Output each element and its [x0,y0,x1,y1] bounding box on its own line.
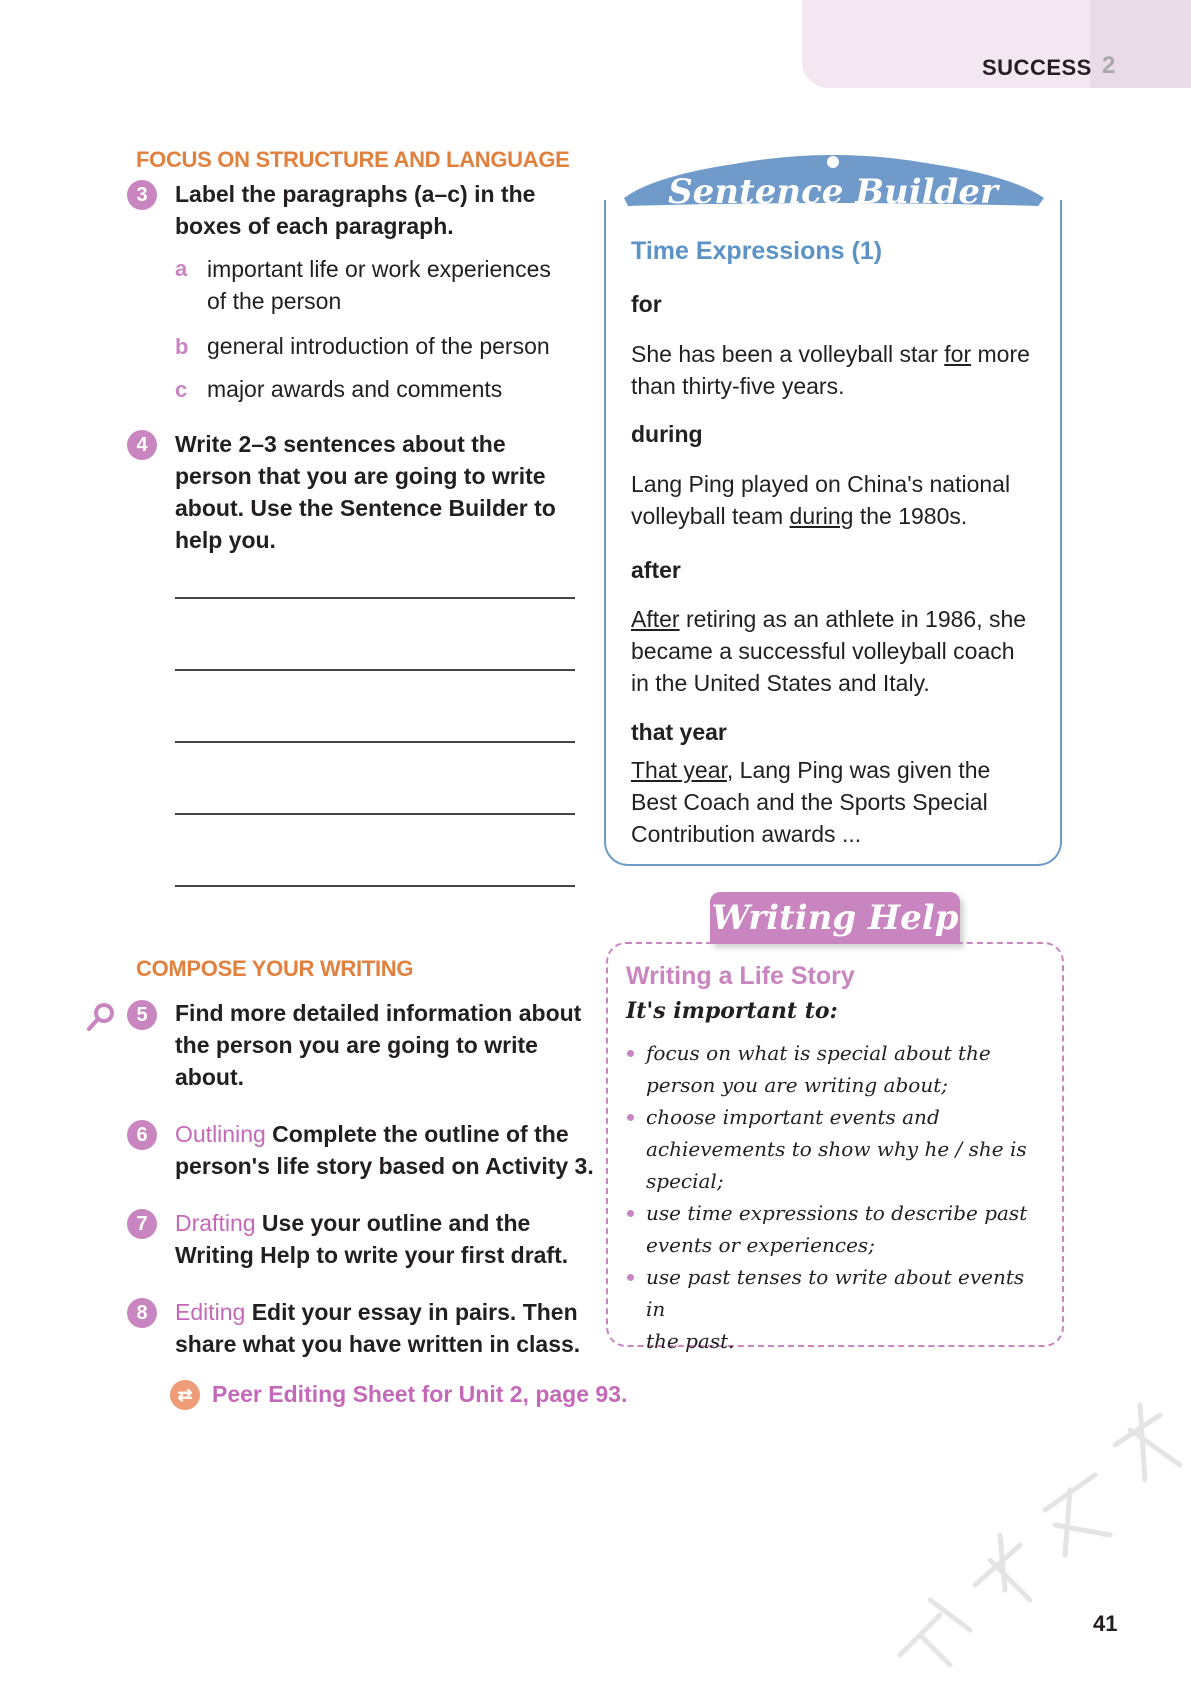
writing-help-item-1: focus on what is special about the person you are writing about; [646,1041,991,1097]
writing-help-item-2: choose important events and achievements to show why he / she is special; [646,1105,1027,1193]
writing-help-intro: It's important to: [626,998,838,1024]
sb-example-that-year: That year, Lang Ping was given the Best Coach and the Sports Special Contribution awards ... [631,757,991,847]
activity-4-number: 4 [127,430,157,460]
search-research-icon [86,1000,118,1032]
sb-head-that-year: that year [631,719,727,745]
sb-example-after: After retiring as an athlete in 1986, she became a successful volleyball coach in the United States and Italy. [631,606,1027,696]
sb-head-after: after [631,557,681,583]
activity-7-number: 7 [127,1209,157,1239]
activity-6-number: 6 [127,1120,157,1150]
bullet-1 [627,1050,634,1057]
activity-5-number: 5 [127,1000,157,1030]
writing-line-3[interactable] [175,741,575,743]
peer-editing-icon: ⇄ [170,1380,200,1410]
writing-line-2[interactable] [175,669,575,671]
activity-4-instruction: Write 2–3 sentences about the person that you are going to write about. Use the Sentence Builder to help you. [175,431,556,553]
activity-8-instruction: Editing Edit your essay in pairs. Then share what you have written in class. [175,1299,581,1357]
unit-number: 2 [1102,52,1116,79]
writing-line-5[interactable] [175,885,575,887]
writing-help-item-4: use past tenses to write about events in the past. [646,1265,1025,1353]
activity-5-instruction: Find more detailed information about the person you are going to write about. [175,1000,582,1090]
activity-3-number: 3 [127,180,157,210]
bullet-3 [627,1210,634,1217]
sb-example-for: She has been a volleyball star for more than thirty-five years. [631,341,1030,399]
sb-head-for: for [631,291,662,317]
option-a-text: important life or work experiences of the person [207,256,551,314]
editing-label: Editing [175,1299,246,1325]
activity-8-number: 8 [127,1298,157,1328]
outlining-label: Outlining [175,1121,266,1147]
activity-7-instruction: Drafting Use your outline and the Writing Help to write your first draft. [175,1210,569,1268]
activity-6-instruction: Outlining Complete the outline of the person's life story based on Activity 3. [175,1121,594,1179]
page-number: 41 [1093,1611,1118,1636]
option-a-letter: a [175,256,188,281]
sb-example-during: Lang Ping played on China's national volleyball team during the 1980s. [631,471,1011,529]
unit-title: SUCCESS [982,55,1092,80]
sb-head-during: during [631,421,703,447]
bullet-4 [627,1274,634,1281]
option-c-text: major awards and comments [207,376,503,402]
sentence-builder-title: Sentence Builder [668,172,998,212]
option-b-letter: b [175,334,189,359]
option-b-text: general introduction of the person [207,333,550,359]
writing-help-item-3: use time expressions to describe past events or experiences; [646,1201,1028,1257]
option-c-letter: c [175,377,188,402]
activity-3-instruction: Label the paragraphs (a–c) in the boxes of each paragraph. [175,181,536,239]
peer-editing-link[interactable]: Peer Editing Sheet for Unit 2, page 93. [212,1381,628,1407]
writing-line-4[interactable] [175,813,575,815]
publisher-watermark-icon [880,1385,1191,1675]
compose-section-title: COMPOSE YOUR WRITING [136,956,414,981]
writing-help-title: Writing Help [711,898,959,938]
writing-line-1[interactable] [175,597,575,599]
writing-help-subtitle: Writing a Life Story [626,962,855,990]
bullet-2 [627,1114,634,1121]
drafting-label: Drafting [175,1210,256,1236]
focus-section-title: FOCUS ON STRUCTURE AND LANGUAGE [136,147,570,172]
sentence-builder-subtitle: Time Expressions (1) [631,237,883,265]
